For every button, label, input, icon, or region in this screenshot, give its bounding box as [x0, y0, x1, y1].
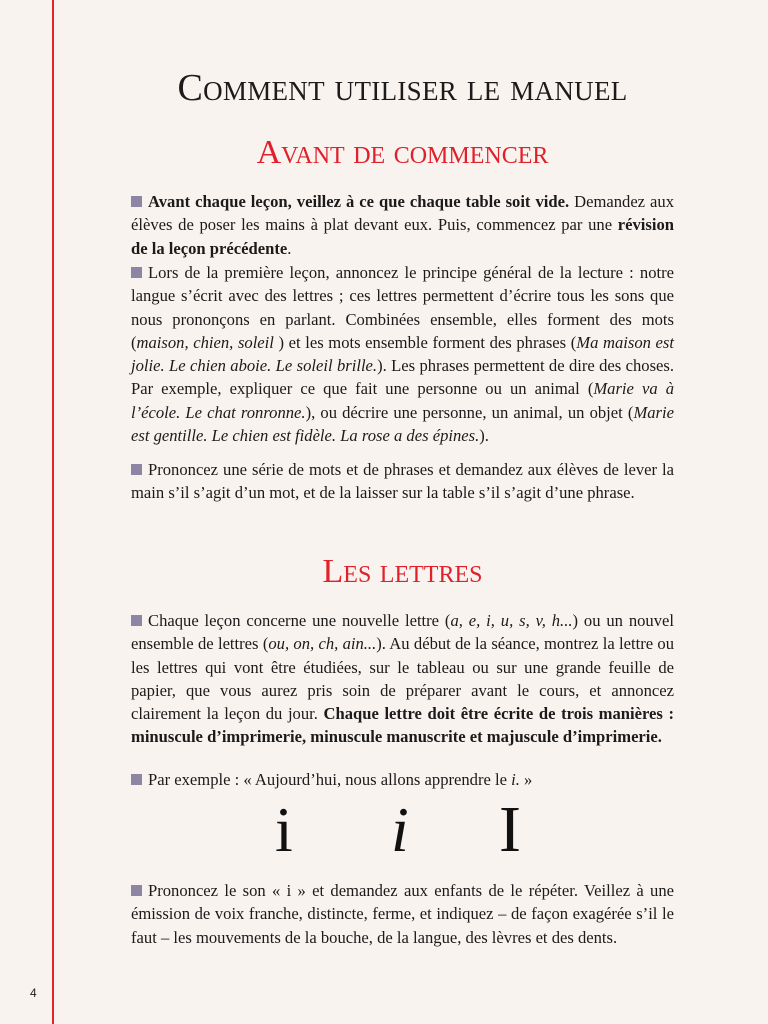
section-title-lettres: Les lettres [322, 553, 483, 590]
bullet-square-icon [131, 774, 142, 785]
page-number: 4 [30, 986, 37, 1000]
bullet-square-icon [131, 267, 142, 278]
letter-forms [131, 790, 674, 870]
letter-print-uppercase: I [499, 793, 521, 866]
bullet-square-icon [131, 196, 142, 207]
paragraph-5: Par exemple : « Aujourd’hui, nous allons apprendre le i. » [131, 768, 674, 791]
paragraph-2: Lors de la première leçon, annoncez le principe général de la lecture : notre langue s’écrit avec des lettres ; ces lettres permettent d’écrire tous les sons que nous prononçons en parlant. Combinées ensemble, elles forment des mots (maison, chien, soleil ) et les mots ensemble forment des phrases (Ma maison est jolie. Le chien aboie. Le soleil brille.). Les phrases permettent de dire des choses. Par exemple, expliquer ce que fait une personne ou un animal (Marie va à l’école. Le chat ronronne.), ou décrire une personne, un animal, un objet (Marie est gentille. Le chien est fidèle. La rose a des épines.). [131, 263, 675, 446]
paragraph-3: Prononcez une série de mots et de phrases et demandez aux élèves de lever la main s’il s’agit d’un mot, et de la laisser sur la table s’il s’agit d’une phrase. [131, 460, 674, 503]
section-title-avant: Avant de commencer [256, 134, 549, 171]
paragraph-4: Chaque leçon concerne une nouvelle lettre (a, e, i, u, s, v, h...) ou un nouvel ensemble de lettres (ou, on, ch, ain...). Au début de la séance, montrez la lettre ou les lettres qui vont être étudiées, sur le tableau ou sur une grande feuille de papier, que vous aurez pris soin de préparer avant le cours, et annoncez clairement la leçon du jour. Chaque lettre doit être écrite de trois manières : minuscule d’imprimerie, minuscule manuscrite et majuscule d’imprimerie. [131, 611, 675, 747]
margin-rule [52, 0, 54, 1024]
bullet-square-icon [131, 464, 142, 475]
letter-script-lowercase: i [391, 794, 409, 865]
paragraph-6: Prononcez le son « i » et demandez aux enfants de le répéter. Veillez à une émission de voix franche, distincte, ferme, et indiquez – de façon exagérée s’il le faut – les mouvements de la bouche, de la langue, des lèvres et des dents. [131, 881, 674, 947]
bullet-square-icon [131, 885, 142, 896]
paragraph-1: Avant chaque leçon, veillez à ce que chaque table soit vide. Demandez aux élèves de poser les mains à plat devant eux. Puis, commencez par une révision de la leçon précédente. [131, 192, 674, 258]
page-title: Comment utiliser le manuel [177, 67, 628, 109]
letter-print-lowercase: i [275, 794, 293, 865]
bullet-square-icon [131, 615, 142, 626]
